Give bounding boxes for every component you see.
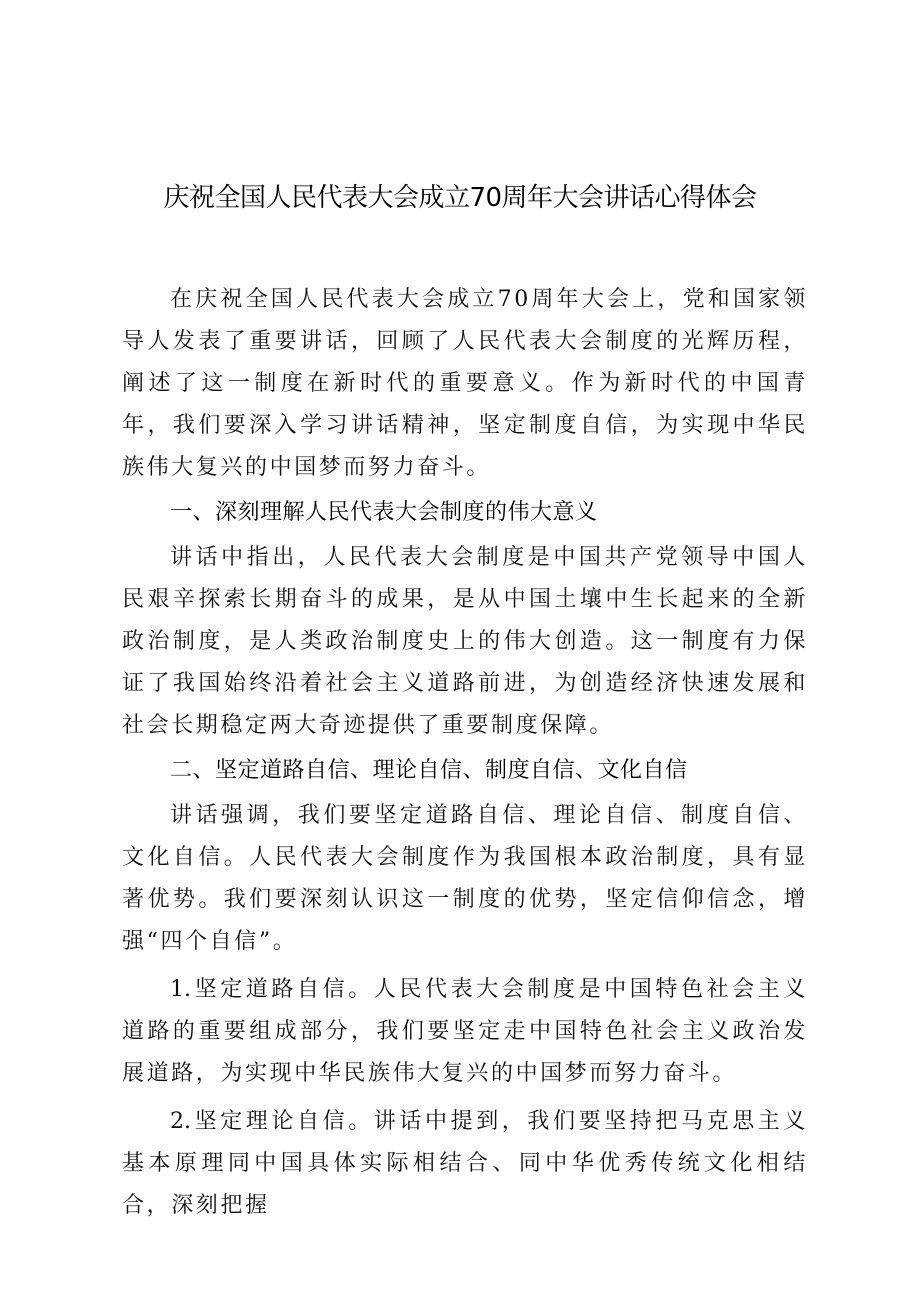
document-title: 庆祝全国人民代表大会成立70周年大会讲话心得体会 <box>163 183 757 213</box>
point-2-text: .坚定理论自信。讲话中提到，我们要坚持把马克思主义基本原理同中国具体实际相结合、同中华优秀传统文化相结合，深刻把握 <box>122 1109 808 1218</box>
section-1-heading: 一、深刻理解人民代表大会制度的伟大意义 <box>170 500 598 525</box>
section-1-paragraph: 讲话中指出，人民代表大会制度是中国共产党领导中国人民艰辛探索长期奋斗的成果，是从中国土壤中生长起来的全新政治制度，是人类政治制度史上的伟大创造。这一制度有力保证了我国始终沿着社会主义道路前进，为创造经济快速发展和社会长期稳定两大奇迹提供了重要制度保障。 <box>122 545 808 738</box>
intro-paragraph: 在庆祝全国人民代表大会成立70周年大会上，党和国家领导人发表了重要讲话，回顾了人民代表大会制度的光辉历程，阐述了这一制度在新时代的重要意义。作为新时代的中国青年，我们要深入学习讲话精神，坚定制度自信，为实现中华民族伟大复兴的中国梦而努力奋斗。 <box>122 287 808 480</box>
section-2-heading: 二、坚定道路自信、理论自信、制度自信、文化自信 <box>170 758 688 783</box>
point-2-paragraph <box>122 1101 808 1227</box>
point-2-number: 2 <box>170 1109 184 1134</box>
point-1-text: .坚定道路自信。人民代表大会制度是中国特色社会主义道路的重要组成部分，我们要坚定走中国特色社会主义政治发展道路，为实现中华民族伟大复兴的中国梦而努力奋斗。 <box>122 977 808 1086</box>
document-body <box>122 279 808 1227</box>
point-1-number: 1 <box>170 977 184 1002</box>
point-1-paragraph <box>122 969 808 1095</box>
section-2-paragraph: 讲话强调，我们要坚定道路自信、理论自信、制度自信、文化自信。人民代表大会制度作为我国根本政治制度，具有显著优势。我们要深刻认识这一制度的优势，坚定信仰信念，增强“四个自信”。 <box>122 803 808 954</box>
